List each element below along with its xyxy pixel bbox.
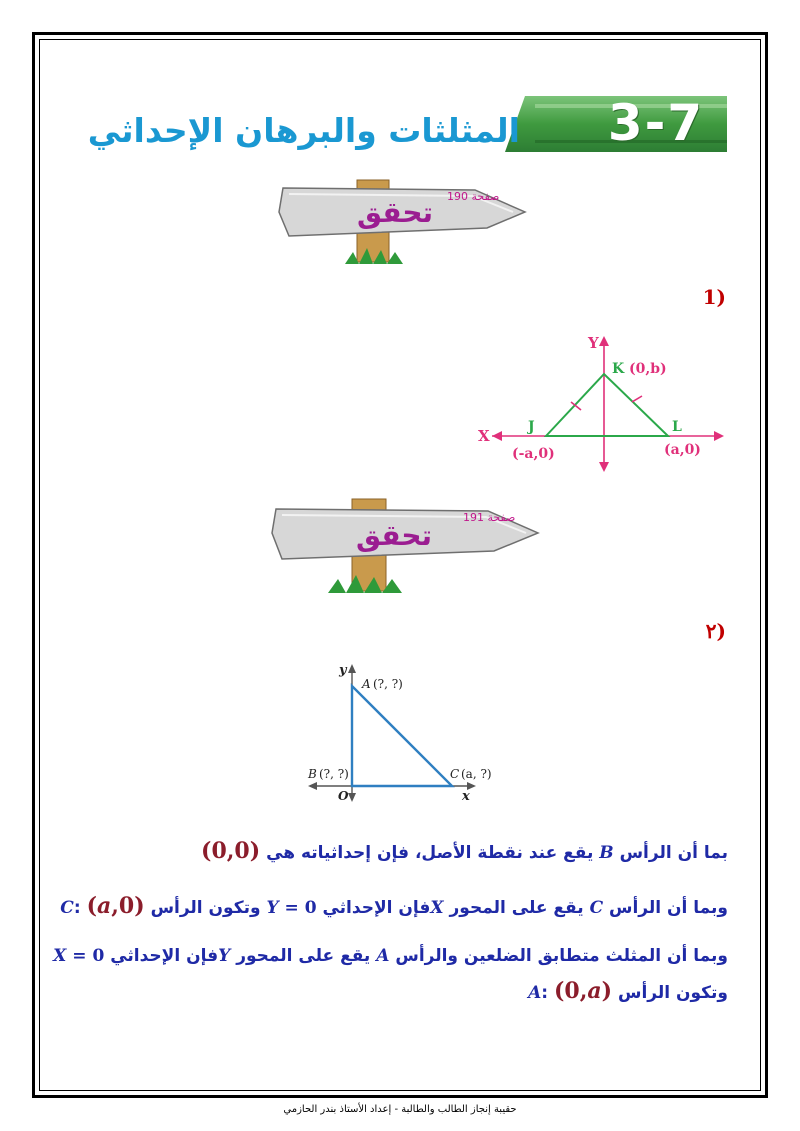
- question-1-number: (1: [702, 285, 726, 309]
- point-c-coord: (a, ?): [461, 767, 492, 781]
- text: وتكون الرأس: [150, 898, 261, 918]
- text: يقع على المحور: [236, 946, 371, 966]
- coord-a-var: a: [587, 978, 602, 1004]
- text: وبما أن المثلث متطابق الضلعين والرأس: [395, 946, 728, 966]
- lesson-number: 3-7: [607, 94, 705, 152]
- var-x: X: [430, 898, 444, 918]
- text: وبما أن الرأس: [609, 898, 728, 918]
- point-b-coord: (?, ?): [319, 767, 349, 781]
- var-x: X: [53, 946, 67, 966]
- axis-y-label: y: [339, 663, 347, 678]
- text: بما أن الرأس: [619, 843, 728, 863]
- point-c: C: [450, 767, 460, 781]
- check-page-label: صفحة 190: [447, 190, 500, 203]
- question-2-number: (٢: [705, 619, 726, 643]
- vertex-l-coord: (a,0): [664, 442, 701, 458]
- var-c: C: [60, 898, 74, 918]
- var-y: Y: [218, 946, 231, 966]
- text: فإن الإحداثي: [110, 946, 219, 966]
- var-b: B: [599, 843, 614, 863]
- var-a: A: [376, 946, 390, 966]
- check-sign-2: [268, 497, 548, 587]
- solution-line-2: [60, 893, 728, 919]
- coord-b: (0,0): [201, 838, 261, 864]
- var-y: Y: [266, 898, 279, 918]
- coord-c: [87, 893, 145, 919]
- axis-x-label: X: [478, 427, 490, 445]
- solution-line-3: [53, 946, 728, 966]
- vertex-l: L: [672, 419, 682, 435]
- coord-a: a: [96, 893, 112, 919]
- colon: :: [73, 898, 81, 918]
- text: يقع على المحور: [449, 898, 584, 918]
- paren: (0,: [554, 978, 588, 1004]
- coord-rest: ,0): [111, 893, 145, 919]
- text: يقع عند نقطة الأصل، فإن إحداثياته هي: [266, 843, 594, 863]
- colon: :: [541, 983, 549, 1003]
- check-sign-1: [275, 178, 555, 268]
- point-a-coord: (?, ?): [373, 677, 403, 691]
- var-c: C: [589, 898, 604, 918]
- solution-line-4: [528, 978, 728, 1004]
- point-b: B: [308, 767, 317, 781]
- axis-x-label: x: [462, 789, 470, 802]
- check-word: تحقق: [355, 519, 433, 552]
- check-word: تحقق: [356, 196, 434, 229]
- solution-line-1: [201, 838, 728, 864]
- figure-1: [474, 330, 734, 484]
- vertex-j: J: [528, 419, 535, 435]
- equation: = 0: [72, 946, 105, 966]
- text: فإن الإحداثي: [322, 898, 431, 918]
- text: وتكون الرأس: [618, 983, 728, 1003]
- lesson-title: المثلثات والبرهان الإحداثي: [87, 111, 520, 150]
- page-footer: حقيبة إنجاز الطالب والطالبة - إعداد الأستاذ بندر الحازمي: [283, 1104, 517, 1115]
- var-a: A: [528, 983, 542, 1003]
- coord-a: [554, 978, 612, 1004]
- vertex-k: K: [612, 361, 625, 377]
- vertex-j-coord: (-a,0): [512, 446, 555, 462]
- check-page-label: صفحة 191: [463, 511, 516, 524]
- origin-label: O: [338, 789, 349, 802]
- vertex-k-coord: (0,b): [629, 361, 667, 377]
- paren: (: [86, 893, 97, 919]
- point-a: A: [362, 677, 371, 691]
- paren: ): [601, 978, 613, 1004]
- equation: = 0: [284, 898, 317, 918]
- figure-2: [306, 662, 506, 806]
- axis-y-label: Y: [588, 334, 599, 352]
